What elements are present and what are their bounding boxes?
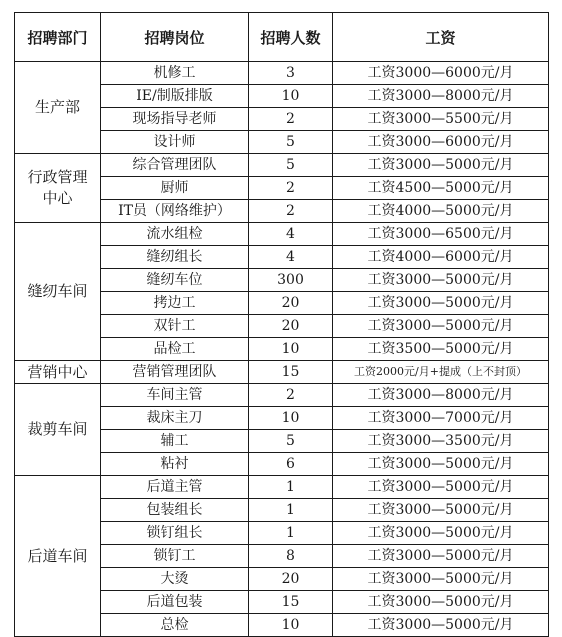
position-cell: 大烫 — [101, 568, 249, 591]
count-cell: 3 — [249, 62, 333, 85]
department-cell: 后道车间 — [15, 476, 101, 637]
count-cell: 10 — [249, 85, 333, 108]
position-cell: 锁钉工 — [101, 545, 249, 568]
salary-cell: 工资3000—5500元/月 — [333, 108, 549, 131]
department-cell: 生产部 — [15, 62, 101, 154]
count-cell: 1 — [249, 522, 333, 545]
salary-cell: 工资4000—6000元/月 — [333, 246, 549, 269]
position-cell: 缝纫组长 — [101, 246, 249, 269]
salary-cell: 工资3000—5000元/月 — [333, 269, 549, 292]
salary-cell: 工资3000—5000元/月 — [333, 568, 549, 591]
position-cell: 后道主管 — [101, 476, 249, 499]
salary-cell: 工资3000—5000元/月 — [333, 292, 549, 315]
recruitment-table-container — [14, 12, 549, 637]
count-cell: 4 — [249, 223, 333, 246]
salary-cell: 工资4000—5000元/月 — [333, 200, 549, 223]
salary-cell: 工资4500—5000元/月 — [333, 177, 549, 200]
count-cell: 15 — [249, 361, 333, 384]
count-cell: 20 — [249, 292, 333, 315]
salary-cell: 工资3000—7000元/月 — [333, 407, 549, 430]
header-position: 招聘岗位 — [101, 13, 249, 62]
salary-cell: 工资3000—8000元/月 — [333, 85, 549, 108]
department-cell: 营销中心 — [15, 361, 101, 384]
table-row — [15, 384, 549, 407]
position-cell: 厨师 — [101, 177, 249, 200]
salary-cell: 工资3000—6000元/月 — [333, 62, 549, 85]
count-cell: 6 — [249, 453, 333, 476]
salary-cell: 工资3000—5000元/月 — [333, 499, 549, 522]
count-cell: 1 — [249, 499, 333, 522]
salary-cell: 工资3000—5000元/月 — [333, 522, 549, 545]
position-cell: 后道包装 — [101, 591, 249, 614]
salary-cell: 工资3000—5000元/月 — [333, 476, 549, 499]
salary-cell: 工资3500—5000元/月 — [333, 338, 549, 361]
header-department: 招聘部门 — [15, 13, 101, 62]
department-cell: 行政管理中心 — [15, 154, 101, 223]
header-count: 招聘人数 — [249, 13, 333, 62]
count-cell: 10 — [249, 338, 333, 361]
department-cell: 缝纫车间 — [15, 223, 101, 361]
salary-cell: 工资3000—5000元/月 — [333, 154, 549, 177]
position-cell: 现场指导老师 — [101, 108, 249, 131]
salary-cell: 工资3000—5000元/月 — [333, 453, 549, 476]
position-cell: 裁床主刀 — [101, 407, 249, 430]
position-cell: 综合管理团队 — [101, 154, 249, 177]
position-cell: 包装组长 — [101, 499, 249, 522]
salary-cell: 工资3000—6500元/月 — [333, 223, 549, 246]
count-cell: 5 — [249, 430, 333, 453]
count-cell: 10 — [249, 407, 333, 430]
count-cell: 15 — [249, 591, 333, 614]
position-cell: 粘衬 — [101, 453, 249, 476]
header-salary: 工资 — [333, 13, 549, 62]
table-row — [15, 62, 549, 85]
salary-cell: 工资3000—3500元/月 — [333, 430, 549, 453]
salary-cell: 工资3000—5000元/月 — [333, 545, 549, 568]
recruitment-table — [14, 12, 549, 637]
count-cell: 2 — [249, 200, 333, 223]
salary-cell: 工资3000—5000元/月 — [333, 614, 549, 637]
count-cell: 10 — [249, 614, 333, 637]
count-cell: 4 — [249, 246, 333, 269]
salary-cell: 工资2000元/月+提成（上不封顶） — [333, 361, 549, 384]
count-cell: 300 — [249, 269, 333, 292]
count-cell: 2 — [249, 108, 333, 131]
table-row — [15, 476, 549, 499]
table-row — [15, 154, 549, 177]
salary-cell: 工资3000—8000元/月 — [333, 384, 549, 407]
count-cell: 2 — [249, 384, 333, 407]
table-row — [15, 361, 549, 384]
table-header — [15, 13, 549, 62]
position-cell: 流水组检 — [101, 223, 249, 246]
position-cell: 辅工 — [101, 430, 249, 453]
position-cell: IT员（网络维护） — [101, 200, 249, 223]
position-cell: 总检 — [101, 614, 249, 637]
count-cell: 2 — [249, 177, 333, 200]
count-cell: 8 — [249, 545, 333, 568]
header-row — [15, 13, 549, 62]
position-cell: 品检工 — [101, 338, 249, 361]
position-cell: 机修工 — [101, 62, 249, 85]
salary-cell: 工资3000—5000元/月 — [333, 591, 549, 614]
department-cell: 裁剪车间 — [15, 384, 101, 476]
table-row — [15, 223, 549, 246]
table-body — [15, 62, 549, 637]
salary-cell: 工资3000—5000元/月 — [333, 315, 549, 338]
position-cell: 缝纫车位 — [101, 269, 249, 292]
position-cell: 车间主管 — [101, 384, 249, 407]
count-cell: 20 — [249, 315, 333, 338]
position-cell: 拷边工 — [101, 292, 249, 315]
position-cell: 营销管理团队 — [101, 361, 249, 384]
position-cell: 设计师 — [101, 131, 249, 154]
count-cell: 1 — [249, 476, 333, 499]
count-cell: 5 — [249, 154, 333, 177]
count-cell: 20 — [249, 568, 333, 591]
position-cell: IE/制版排版 — [101, 85, 249, 108]
position-cell: 双针工 — [101, 315, 249, 338]
count-cell: 5 — [249, 131, 333, 154]
position-cell: 锁钉组长 — [101, 522, 249, 545]
salary-cell: 工资3000—6000元/月 — [333, 131, 549, 154]
